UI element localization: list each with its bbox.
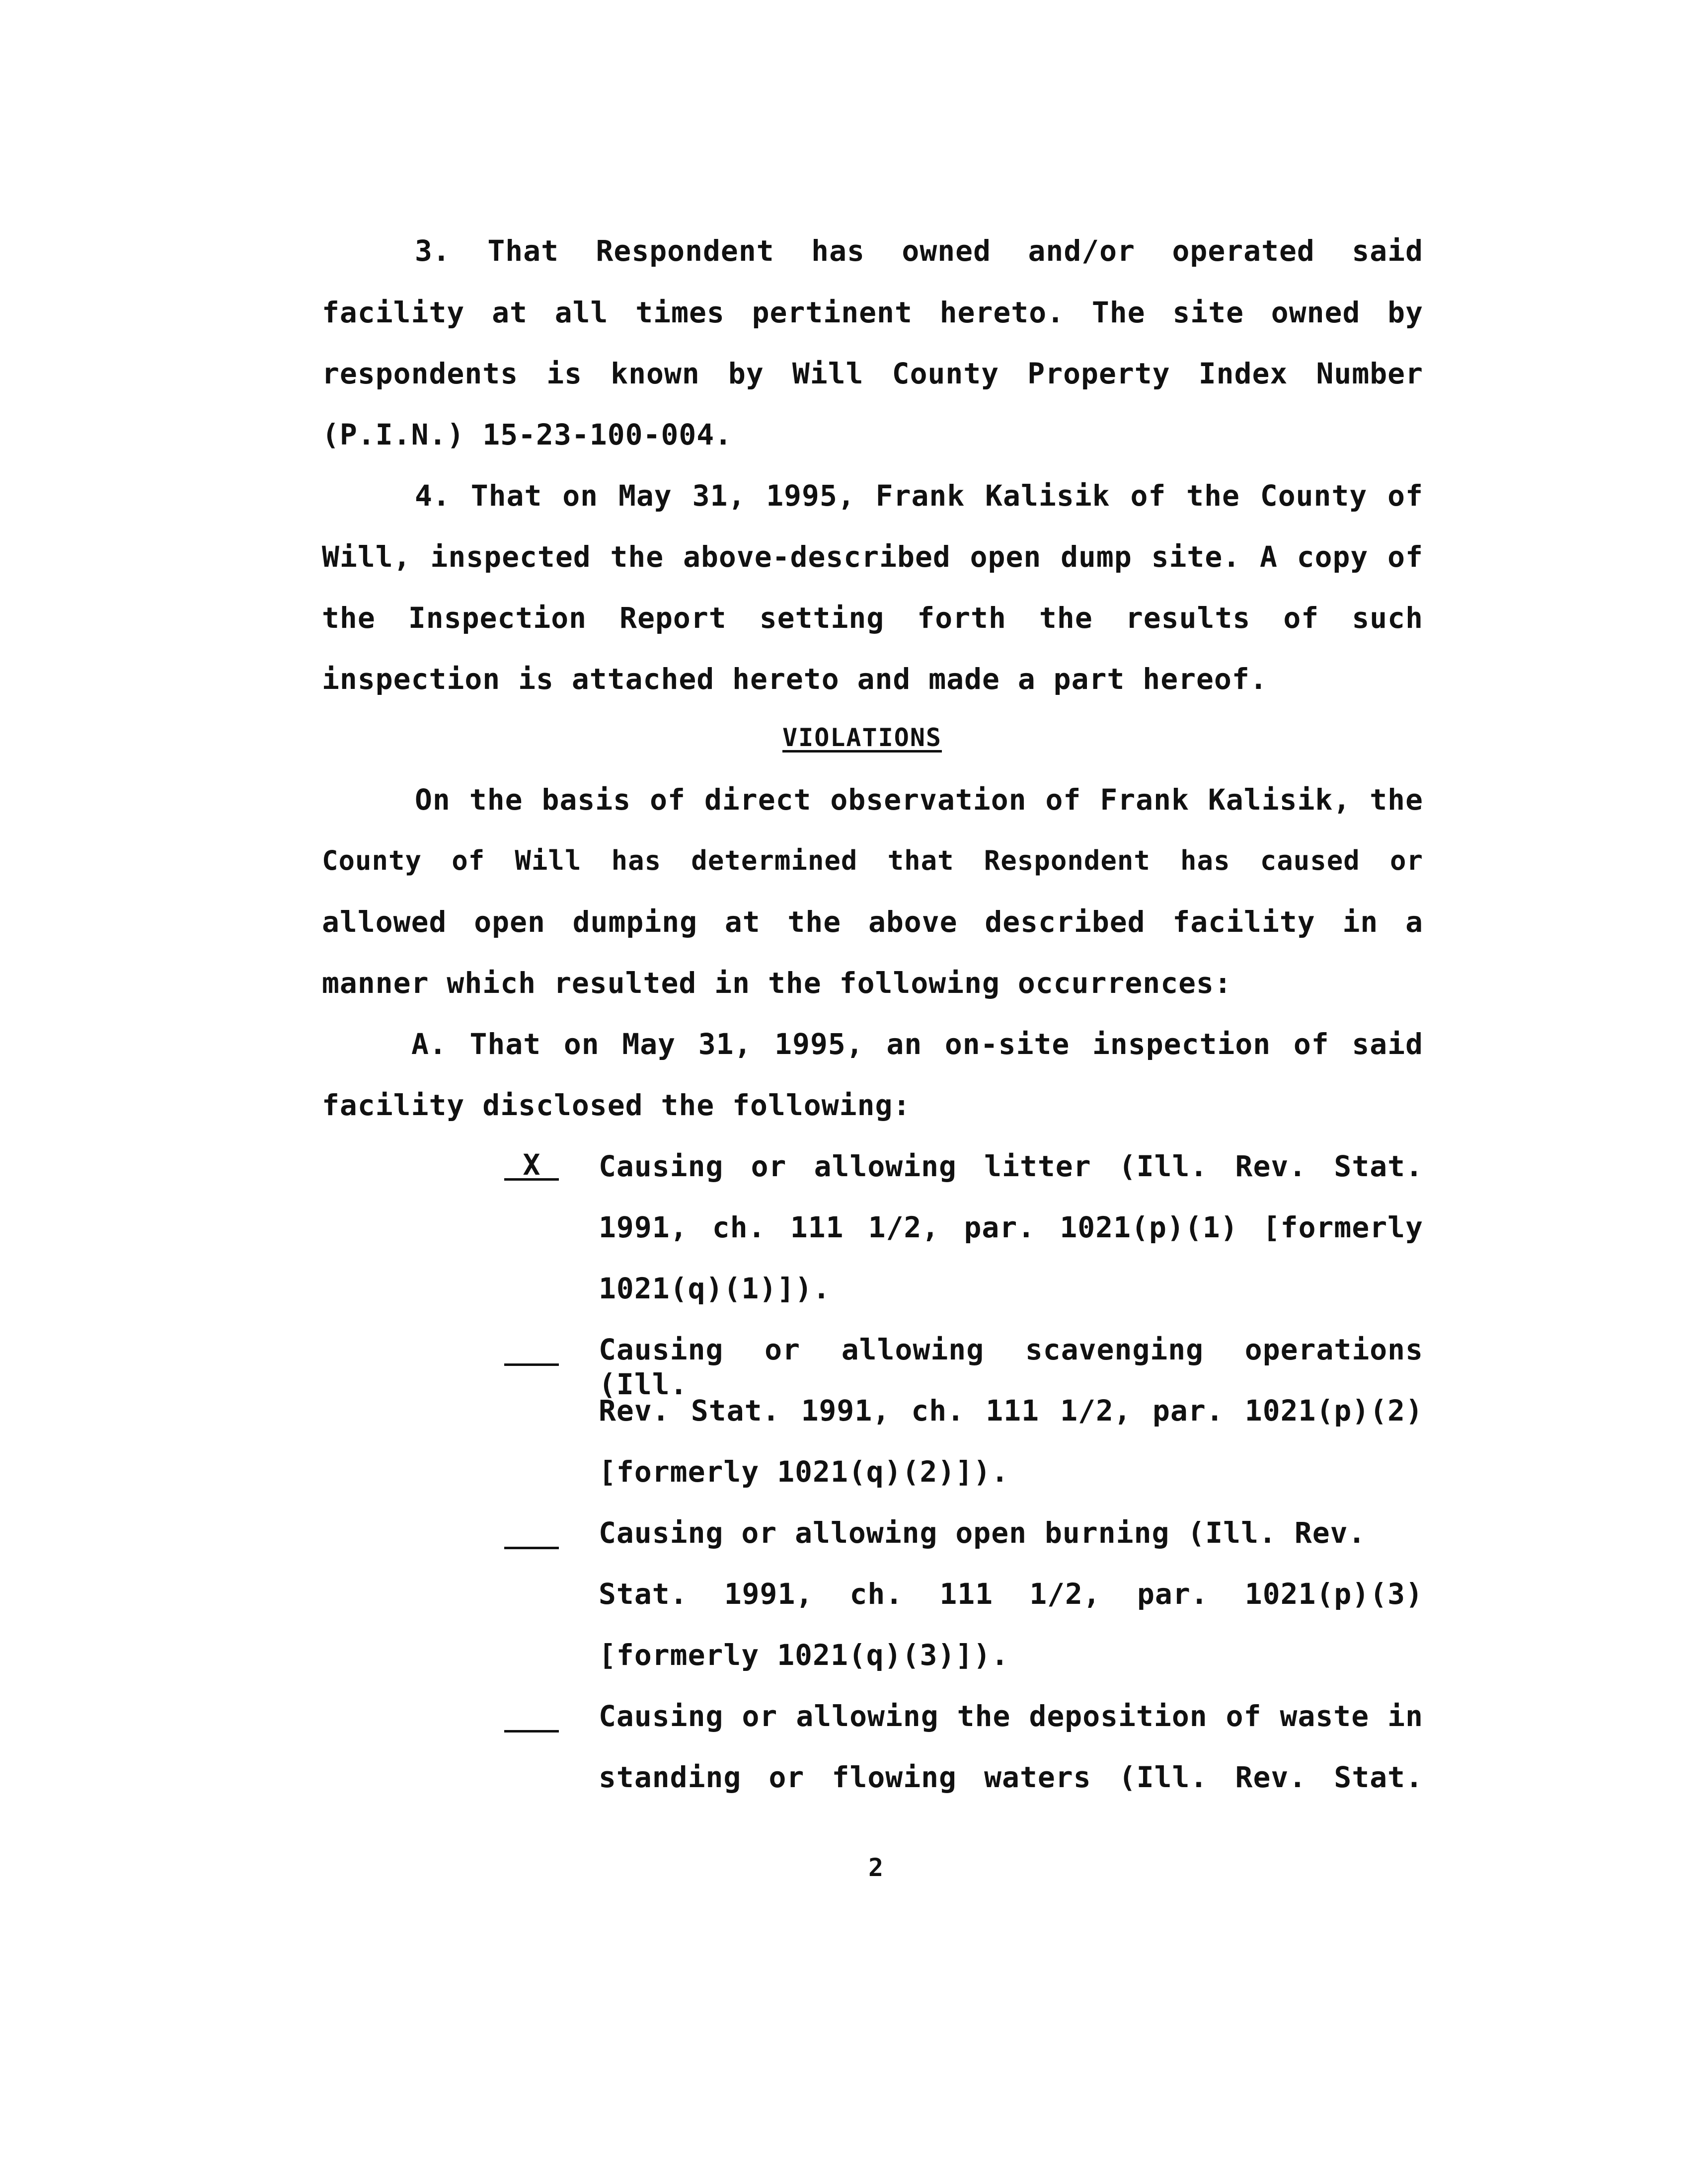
- paragraph-line: (P.I.N.) 15-23-100-004.: [322, 418, 733, 452]
- violations-heading: VIOLATIONS: [782, 723, 942, 752]
- paragraph-line: manner which resulted in the following occurrences:: [322, 966, 1232, 1000]
- checklist-line: Stat. 1991, ch. 111 1/2, par. 1021(p)(3): [599, 1577, 1423, 1611]
- paragraph-line: County of Will has determined that Respondent has caused or: [322, 845, 1423, 876]
- paragraph-line: 3. That Respondent has owned and/or operated said: [415, 234, 1423, 268]
- checkbox-blank-line: [504, 1178, 559, 1181]
- page-number: 2: [868, 1853, 884, 1882]
- checklist-line: [formerly 1021(q)(2)]).: [599, 1455, 1009, 1489]
- paragraph-line: inspection is attached hereto and made a part hereof.: [322, 662, 1268, 696]
- paragraph-line: A. That on May 31, 1995, an on-site inspection of said: [411, 1027, 1423, 1061]
- paragraph-line: respondents is known by Will County Property Index Number: [322, 357, 1423, 390]
- checkbox-blank-line: [504, 1730, 559, 1732]
- paragraph-line: Will, inspected the above-described open dump site. A copy of: [322, 540, 1423, 574]
- checklist-line: 1991, ch. 111 1/2, par. 1021(p)(1) [formerly: [599, 1210, 1423, 1244]
- paragraph-line: 4. That on May 31, 1995, Frank Kalisik of the County of: [415, 479, 1423, 513]
- paragraph-line: allowed open dumping at the above described facility in a: [322, 905, 1423, 939]
- checkbox-mark: X: [523, 1148, 540, 1182]
- paragraph-line: On the basis of direct observation of Frank Kalisik, the: [415, 783, 1423, 817]
- checklist-line: Causing or allowing scavenging operations (Ill.: [599, 1333, 1423, 1401]
- checklist-line: Rev. Stat. 1991, ch. 111 1/2, par. 1021(p)(2): [599, 1394, 1423, 1428]
- checkbox-blank-line: [504, 1547, 559, 1549]
- checklist-line: Causing or allowing open burning (Ill. Rev.: [599, 1516, 1366, 1550]
- paragraph-line: facility disclosed the following:: [322, 1088, 911, 1122]
- checklist-line: 1021(q)(1)]).: [599, 1272, 831, 1305]
- paragraph-line: the Inspection Report setting forth the results of such: [322, 601, 1423, 635]
- checklist-line: Causing or allowing litter (Ill. Rev. Stat.: [599, 1149, 1423, 1183]
- checkbox-blank-line: [504, 1363, 559, 1366]
- paragraph-line: facility at all times pertinent hereto. The site owned by: [322, 296, 1423, 329]
- checklist-line: Causing or allowing the deposition of waste in: [599, 1699, 1423, 1733]
- checklist-line: standing or flowing waters (Ill. Rev. Stat.: [599, 1760, 1423, 1794]
- checklist-line: [formerly 1021(q)(3)]).: [599, 1638, 1009, 1672]
